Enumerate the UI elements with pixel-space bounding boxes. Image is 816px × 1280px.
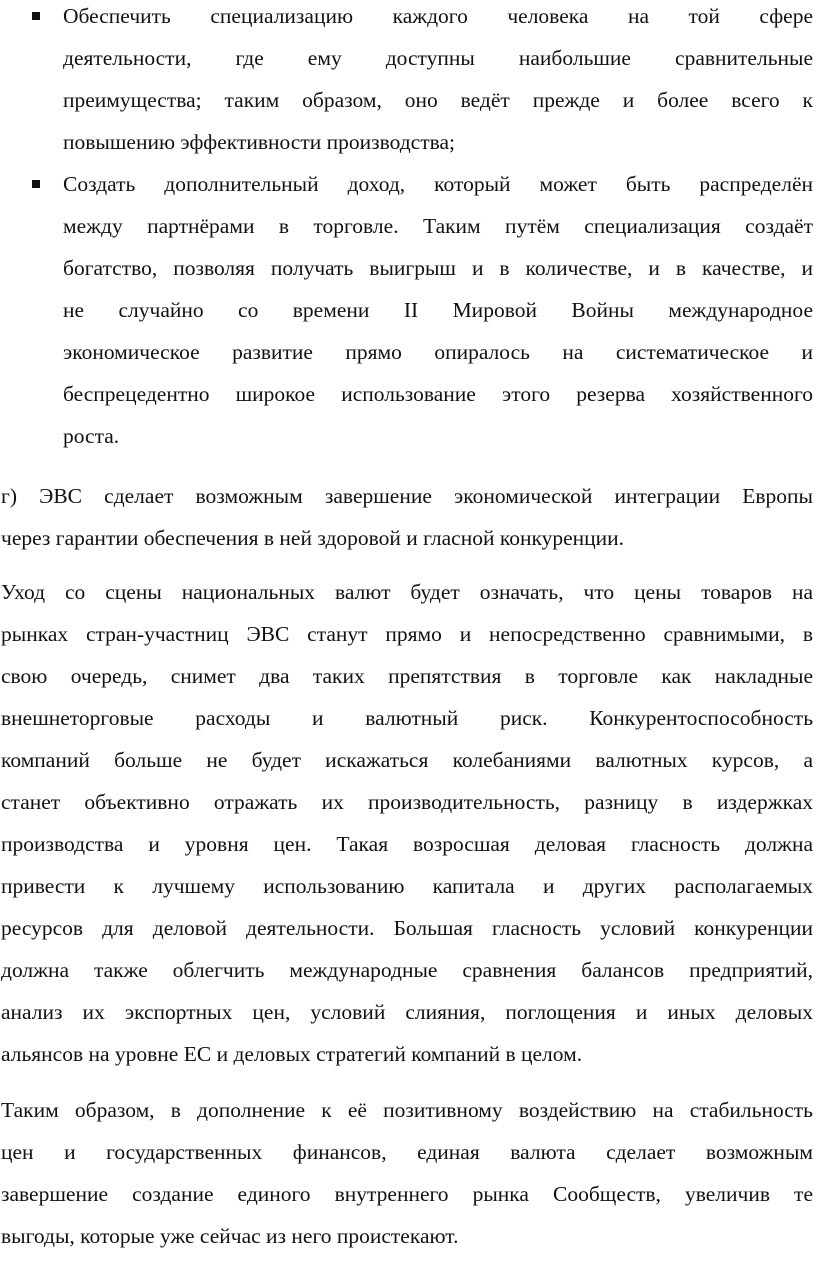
text-line: выгоды, которые уже сейчас из него проистекают.: [1, 1224, 459, 1248]
text-line: богатство, позволяя получать выигрыш и в количестве, и в качестве, и: [63, 256, 813, 280]
text-line: привести к лучшему использованию капитала и других располагаемых: [1, 874, 813, 898]
square-bullet-icon: [32, 12, 40, 20]
text-line: цен и государственных финансов, единая валюта сделает возможным: [1, 1140, 813, 1164]
text-line: анализ их экспортных цен, условий слияния, поглощения и иных деловых: [1, 1000, 813, 1024]
text-line: через гарантии обеспечения в ней здоровой и гласной конкуренции.: [1, 526, 625, 550]
text-line: компаний больше не будет искажаться колебаниями валютных курсов, а: [1, 748, 813, 772]
text-line: г) ЭВС сделает возможным завершение экономической интеграции Европы: [1, 484, 813, 508]
text-line: Обеспечить специализацию каждого человека на той сфере: [63, 4, 813, 28]
text-line: беспрецедентно широкое использование этого резерва хозяйственного: [63, 382, 813, 406]
text-line: деятельности, где ему доступны наибольшие сравнительные: [63, 46, 813, 70]
text-line: рынках стран-участниц ЭВС станут прямо и непосредственно сравнимыми, в: [1, 622, 813, 646]
text-line: альянсов на уровне ЕС и деловых стратегий компаний в целом.: [1, 1042, 583, 1066]
square-bullet-icon: [32, 180, 40, 188]
text-line: производства и уровня цен. Такая возросшая деловая гласность должна: [1, 832, 813, 856]
text-line: между партнёрами в торговле. Таким путём специализация создаёт: [63, 214, 813, 238]
text-line: экономическое развитие прямо опиралось на систематическое и: [63, 340, 813, 364]
text-line: завершение создание единого внутреннего рынка Сообществ, увеличив те: [1, 1182, 813, 1206]
text-line: преимущества; таким образом, оно ведёт прежде и более всего к: [63, 88, 813, 112]
text-line: свою очередь, снимет два таких препятствия в торговле как накладные: [1, 664, 813, 688]
text-line: повышению эффективности производства;: [63, 130, 456, 154]
text-line: Уход со сцены национальных валют будет означать, что цены товаров на: [1, 580, 813, 604]
text-line: внешнеторговые расходы и валютный риск. Конкурентоспособность: [1, 706, 813, 730]
text-line: Создать дополнительный доход, который может быть распределён: [63, 172, 813, 196]
text-line: должна также облегчить международные сравнения балансов предприятий,: [1, 958, 813, 982]
text-line: не случайно со времени II Мировой Войны международное: [63, 298, 813, 322]
text-line: ресурсов для деловой деятельности. Большая гласность условий конкуренции: [1, 916, 813, 940]
text-line: роста.: [63, 424, 120, 448]
text-line: Таким образом, в дополнение к её позитивному воздействию на стабильность: [1, 1098, 813, 1122]
text-line: станет объективно отражать их производительность, разницу в издержках: [1, 790, 813, 814]
